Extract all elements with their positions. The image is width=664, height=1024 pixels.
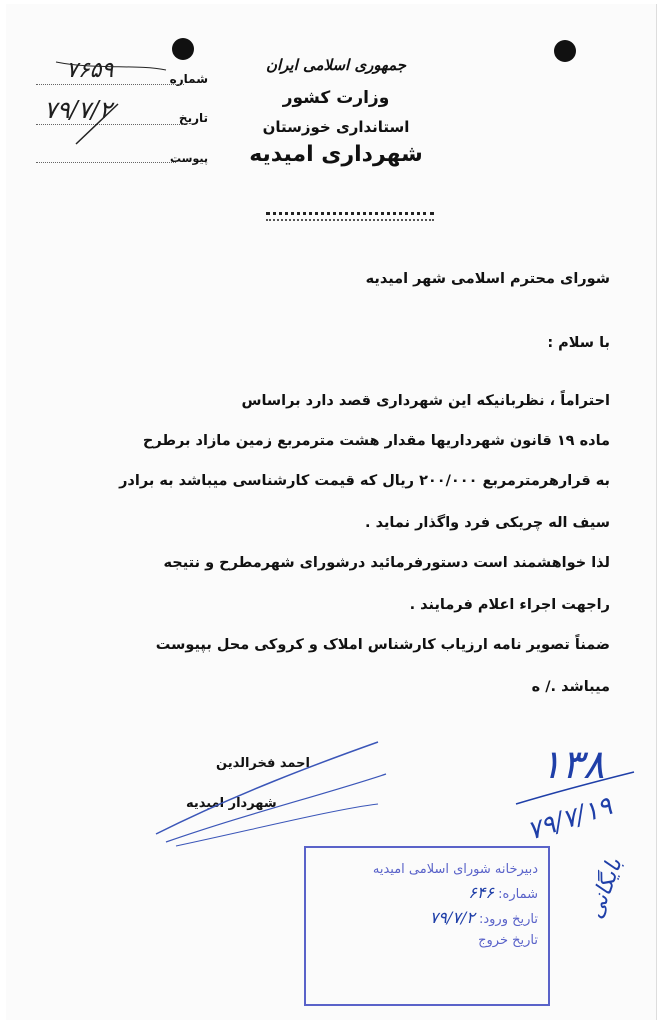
stamp-number-label: شماره:: [498, 887, 538, 902]
signatory-title: شهردار امیدیه: [186, 796, 277, 811]
handwritten-side-note: بایگانی: [582, 854, 628, 923]
handwritten-date: ۷۹/۷/۱۹: [523, 791, 616, 847]
letterhead-country: جمهوری اسلامی ایران: [265, 56, 407, 74]
letterhead-ministry: وزارت کشور: [282, 88, 390, 108]
body-line-3: به قرارهرمترمربع ۲۰۰/۰۰۰ ریال که قیمت کارشناسی میباشد به برادر: [119, 473, 610, 489]
letterhead-province: استانداری خوزستان: [262, 118, 410, 136]
pen-strokes: [6, 4, 656, 1020]
date-value: ۷۹/۷/۲: [44, 96, 112, 124]
body-line-6: راجهت اجراء اعلام فرمایند .: [409, 597, 610, 613]
body-line-7: ضمناً تصویر نامه ارزیاب کارشناس املاک و کروکی محل بپیوست: [155, 637, 610, 653]
number-label: شماره: [169, 72, 208, 86]
greeting: با سلام :: [547, 335, 610, 351]
stamp-number-value: ۶۴۶: [468, 883, 495, 902]
date-label: تاریخ: [178, 111, 208, 125]
recipient: شورای محترم اسلامی شهر امیدیه: [365, 271, 610, 287]
stamp-entry-value: ۷۹/۷/۲: [429, 908, 475, 927]
number-underline-stroke: [56, 62, 166, 70]
number-value: ۷۶۵۹: [66, 58, 114, 83]
date-slash-stroke: [76, 104, 118, 144]
letterhead-municipality: شهرداری امیدیه: [249, 142, 423, 167]
signature-stroke-1: [156, 742, 378, 834]
letter-page: [6, 4, 657, 1020]
stamp-title: دبیرخانه شورای اسلامی امیدیه: [372, 862, 538, 877]
body-line-2: ماده ۱۹ قانون شهرداریها مقدار هشت مترمربع زمین مازاد برطرح: [142, 433, 610, 449]
body-line-4: سیف اله چریکی فرد واگذار نماید .: [365, 515, 610, 531]
reference-underline: [516, 772, 634, 804]
stamp-exit-label: تاریخ خروج: [478, 933, 538, 948]
stamp-entry-label: تاریخ ورود:: [478, 912, 538, 927]
handwritten-reference-number: ۱۳۸: [540, 742, 605, 788]
body-line-8: میباشد ./ ه: [531, 679, 610, 695]
signatory-name: احمد فخرالدین: [216, 756, 310, 771]
body-line-1: احتراماً ، نظربانیکه این شهرداری قصد دارد براساس: [241, 393, 610, 409]
body-line-5: لذا خواهشمند است دستورفرمائید درشورای شهرمطرح و نتیجه: [163, 555, 610, 571]
attachment-label: پیوست: [170, 152, 208, 165]
